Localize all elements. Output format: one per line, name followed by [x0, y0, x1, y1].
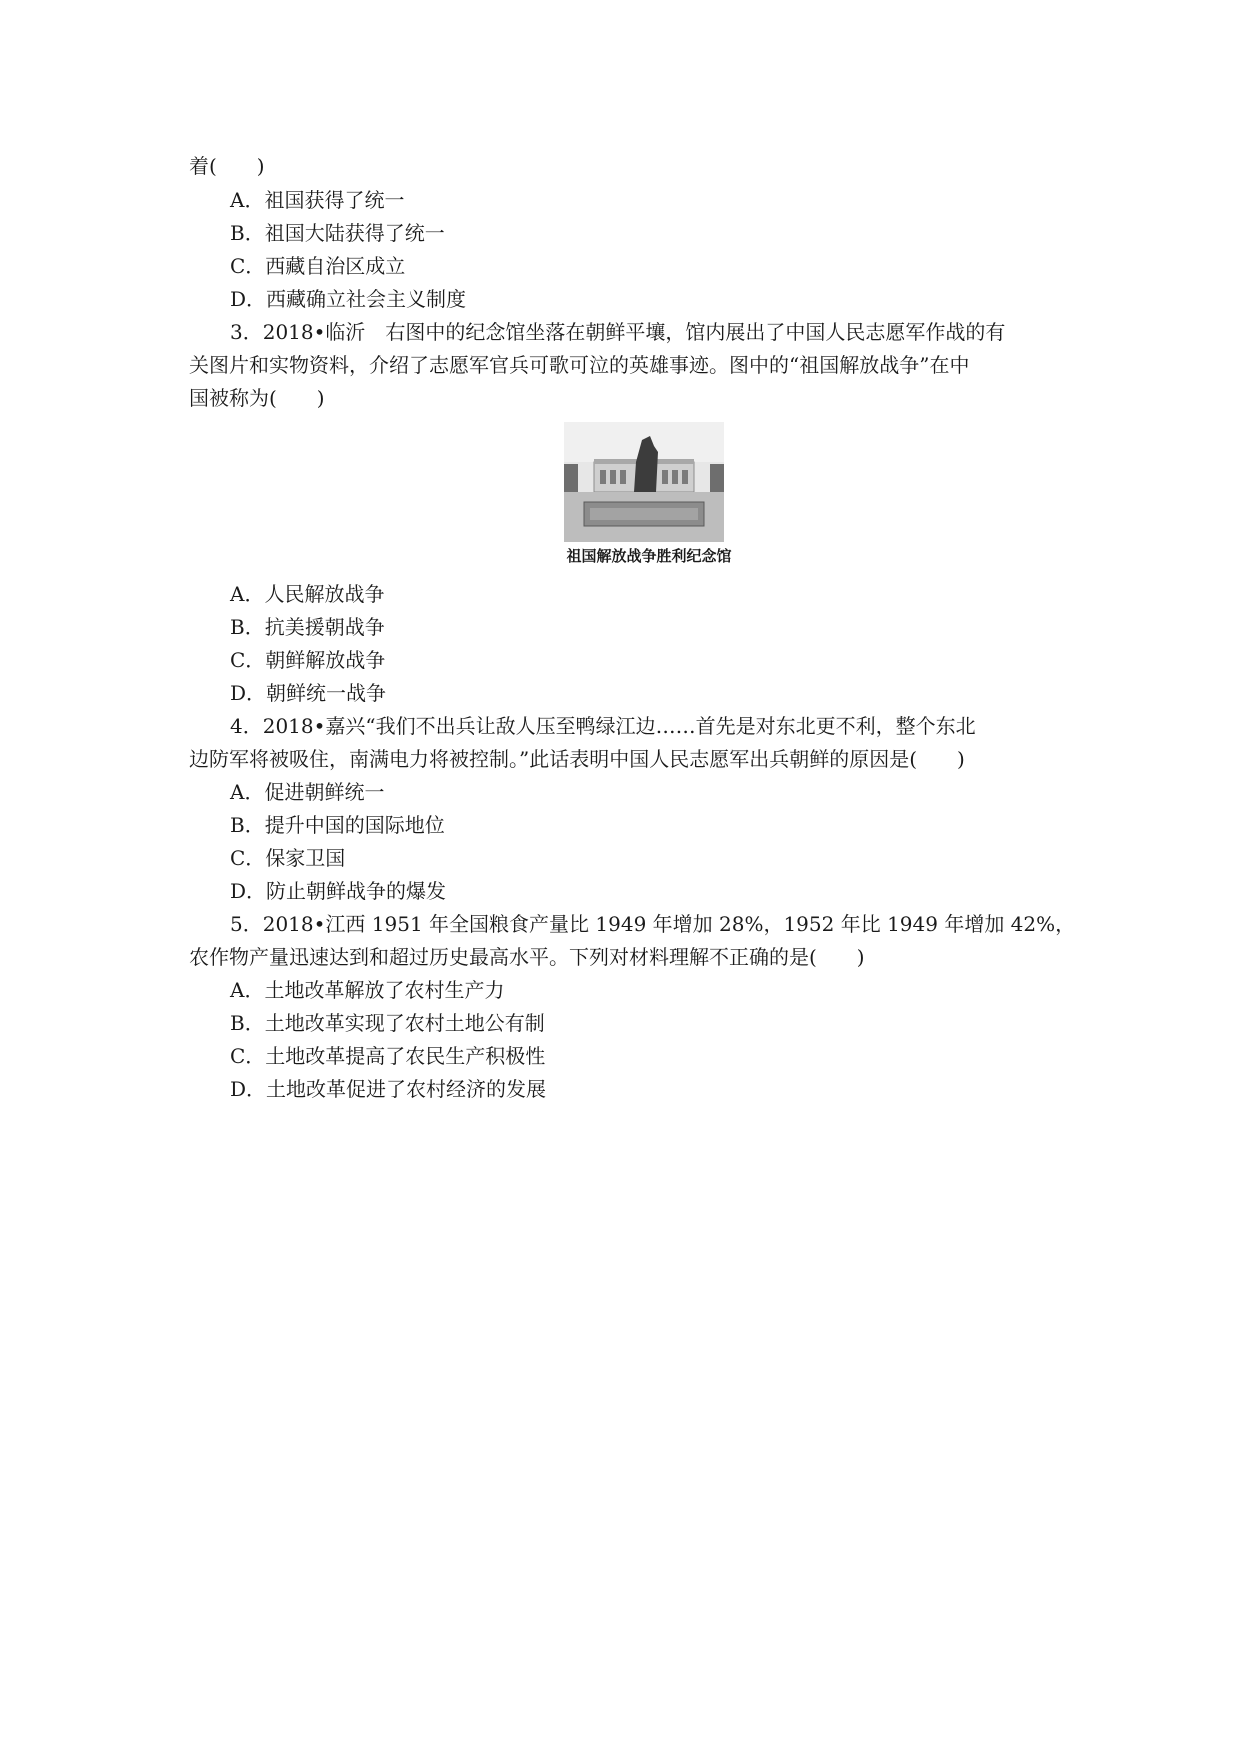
q2-option-b: B．祖国大陆获得了统一: [230, 221, 445, 245]
q4-option-d: D．防止朝鲜战争的爆发: [230, 879, 447, 903]
q3-option-a: A．人民解放战争: [230, 582, 385, 606]
q3-option-d: D．朝鲜统一战争: [230, 681, 387, 705]
q2-option-c: C．西藏自治区成立: [230, 254, 406, 278]
q3-stem-line-2: 关图片和实物资料，介绍了志愿军官兵可歌可泣的英雄事迹。图中的“祖国解放战争”在中: [189, 353, 970, 377]
q5-option-c: C．土地改革提高了农民生产积极性: [230, 1044, 546, 1068]
q4-stem-line-2: 边防军将被吸住，南满电力将被控制。”此话表明中国人民志愿军出兵朝鲜的原因是( ): [189, 747, 965, 771]
q4-option-b: B．提升中国的国际地位: [230, 813, 445, 837]
q5-stem-line-2: 农作物产量迅速达到和超过历史最高水平。下列对材料理解不正确的是( ): [189, 945, 865, 969]
q3-option-b: B．抗美援朝战争: [230, 615, 385, 639]
q3-stem-line-3: 国被称为( ): [189, 386, 325, 410]
q2-stem-tail: 着( ): [189, 154, 265, 178]
q5-stem-line-1: 5．2018•江西 1951 年全国粮食产量比 1949 年增加 28%，1952 年比 1949 年增加 42%，: [230, 912, 1076, 936]
q2-option-d: D．西藏确立社会主义制度: [230, 287, 467, 311]
q3-option-c: C．朝鲜解放战争: [230, 648, 386, 672]
memorial-photo: [564, 422, 724, 542]
q5-option-a: A．土地改革解放了农村生产力: [230, 978, 505, 1002]
q2-option-a: A．祖国获得了统一: [230, 188, 405, 212]
q4-option-c: C．保家卫国: [230, 846, 346, 870]
q3-stem-line-1: 3．2018•临沂 右图中的纪念馆坐落在朝鲜平壤，馆内展出了中国人民志愿军作战的有: [230, 320, 1006, 344]
q5-option-d: D．土地改革促进了农村经济的发展: [230, 1077, 547, 1101]
photo-caption: 祖国解放战争胜利纪念馆: [566, 547, 732, 565]
q5-option-b: B．土地改革实现了农村土地公有制: [230, 1011, 545, 1035]
q4-stem-line-1: 4．2018•嘉兴“我们不出兵让敌人压至鸭绿江边……首先是对东北更不利，整个东北: [230, 714, 976, 738]
q4-option-a: A．促进朝鲜统一: [230, 780, 385, 804]
